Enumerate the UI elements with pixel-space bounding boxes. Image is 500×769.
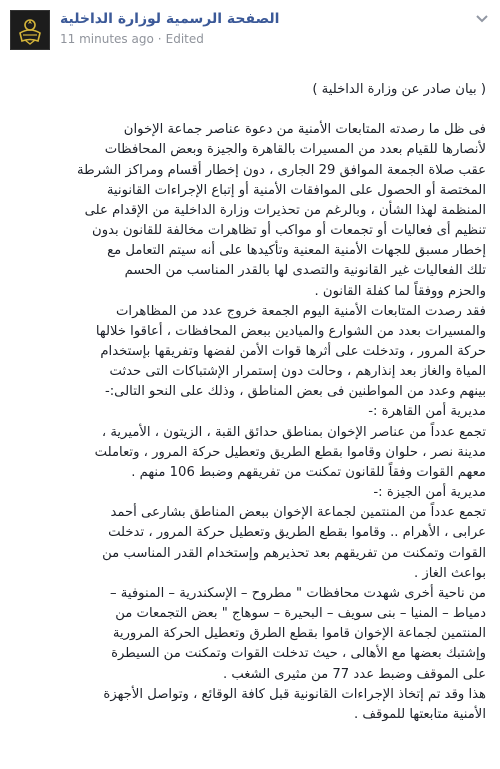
post-line: مديرية أمن الجيزة :- <box>373 485 486 501</box>
post-line: مدينة نصر ، حلوان وقاموا بقطع الطريق وتعطيل حركة المرور ، وتعاملت <box>94 444 486 460</box>
post-line: معهم القوات وفقاً للقانون تمكنت من تفريقهم وضبط 106 منهم . <box>131 464 486 480</box>
post-line: المياة والغاز بعد إنذارهم ، وحالت دون إستمرار الإشتباكات التى حدثت <box>109 364 486 380</box>
post-line: تجمع عدداً من عناصر الإخوان بمناطق حدائق القبة ، الزيتون ، الأميرية ، <box>101 424 486 440</box>
post-meta <box>60 32 204 46</box>
post-line: وإشتبك بعضها مع الأهالى ، حيث تدخلت القوات وتمكنت من السيطرة <box>111 646 486 662</box>
post-line: بواعث الغاز . <box>414 565 486 581</box>
post-line <box>14 100 486 120</box>
page-name-link[interactable]: الصفحة الرسمية لوزارة الداخلية <box>60 11 280 27</box>
chevron-down-icon <box>474 10 490 26</box>
post-line: تجمع عدداً من المنتمين لجماعة الإخوان ببعض المناطق بشارعى أحمد <box>110 505 486 521</box>
post-line: المختصة أو الحصول على الموافقات الأمنية أو إتباع الإجراءات القانونية <box>106 182 486 198</box>
post-line: حركة المرور ، وتدخلت على أثرها قوات الأمن لفضها وتفريقها بإستخدام <box>100 344 486 360</box>
post-line: الأمنية متابعتها للموقف . <box>354 706 486 722</box>
post-line: من ناحية أخرى شهدت محافظات " مطروح – الإسكندرية – المنوفية – <box>110 585 486 601</box>
post-line: ( بيان صادر عن وزارة الداخلية ) <box>312 82 486 97</box>
post-line: إخطار مسبق للجهات الأمنية المعنية وتأكيدها على أنه سيتم التعامل مع <box>107 243 486 259</box>
timestamp-link[interactable]: 11 minutes ago <box>60 32 154 46</box>
post-line: تنظيم أى فعاليات أو تجمعات أو مواكب أو تظاهرات مخالفة للقانون بدون <box>92 223 486 239</box>
post-line: بينهم وعدد من المواطنين فى بعض المناطق ، وذلك على النحو التالى:- <box>104 384 486 400</box>
post-header <box>10 10 490 54</box>
post-line: والمسيرات بعدد من الشوارع والميادين ببعض المحافظات ، أعاقوا خلالها <box>95 323 486 339</box>
post-line: عقب صلاة الجمعة الموافق 29 الجارى ، دون إخطار أقسام ومراكز الشرطة <box>77 162 486 178</box>
post-line: تلك الفعاليات غير القانونية والتصدى لها بالقدر المناسب من الحسم <box>124 263 486 279</box>
post-line: فقد رصدت المتابعات الأمنية اليوم الجمعة خروج عدد من المظاهرات <box>116 303 486 319</box>
post-line: لأنصارها للقيام بعدد من المسيرات بالقاهرة والجيزة وبعض المحافظات <box>104 142 486 158</box>
police-emblem-icon <box>11 11 49 49</box>
post-line: المنتمين لجماعة الإخوان قاموا بقطع الطرق وتعطيل الحركة المرورية <box>112 626 486 642</box>
post-line: على الموقف وضبط عدد 77 من مثيرى الشغب . <box>222 666 486 682</box>
post-line: المنظمة لهذا الشأن ، وبالرغم من تحذيرات وزارة الداخلية من الإقدام على <box>84 202 486 218</box>
post-line: مديرية أمن القاهرة :- <box>368 404 486 420</box>
post-options-button[interactable] <box>474 10 490 26</box>
page-avatar[interactable] <box>10 10 50 50</box>
post-line: والحزم ووفقاً لما كفلة القانون . <box>314 283 486 299</box>
post-line: القوات وتمكنت من تفريقهم بعد تحذيرهم وإستخدام القدر المناسب من <box>102 545 486 561</box>
post-line: عرابى ، الأهرام .. وقاموا بقطع الطريق وتعطيل حركة المرور ، تدخلت <box>108 525 486 541</box>
post-line: دمياط – المنيا – بنى سويف – البحيرة – سوهاج " بعض التجمعات من <box>115 606 486 622</box>
post-line: فى ظل ما رصدته المتابعات الأمنية من دعوة عناصر جماعة الإخوان <box>123 122 486 138</box>
post-body <box>14 80 486 725</box>
post-line: هذا وقد تم إتخاذ الإجراءات القانونية قبل كافة الوقائع ، وتواصل الأجهزة <box>103 686 486 702</box>
edited-link[interactable]: Edited <box>165 32 204 46</box>
meta-separator: · <box>157 32 162 46</box>
